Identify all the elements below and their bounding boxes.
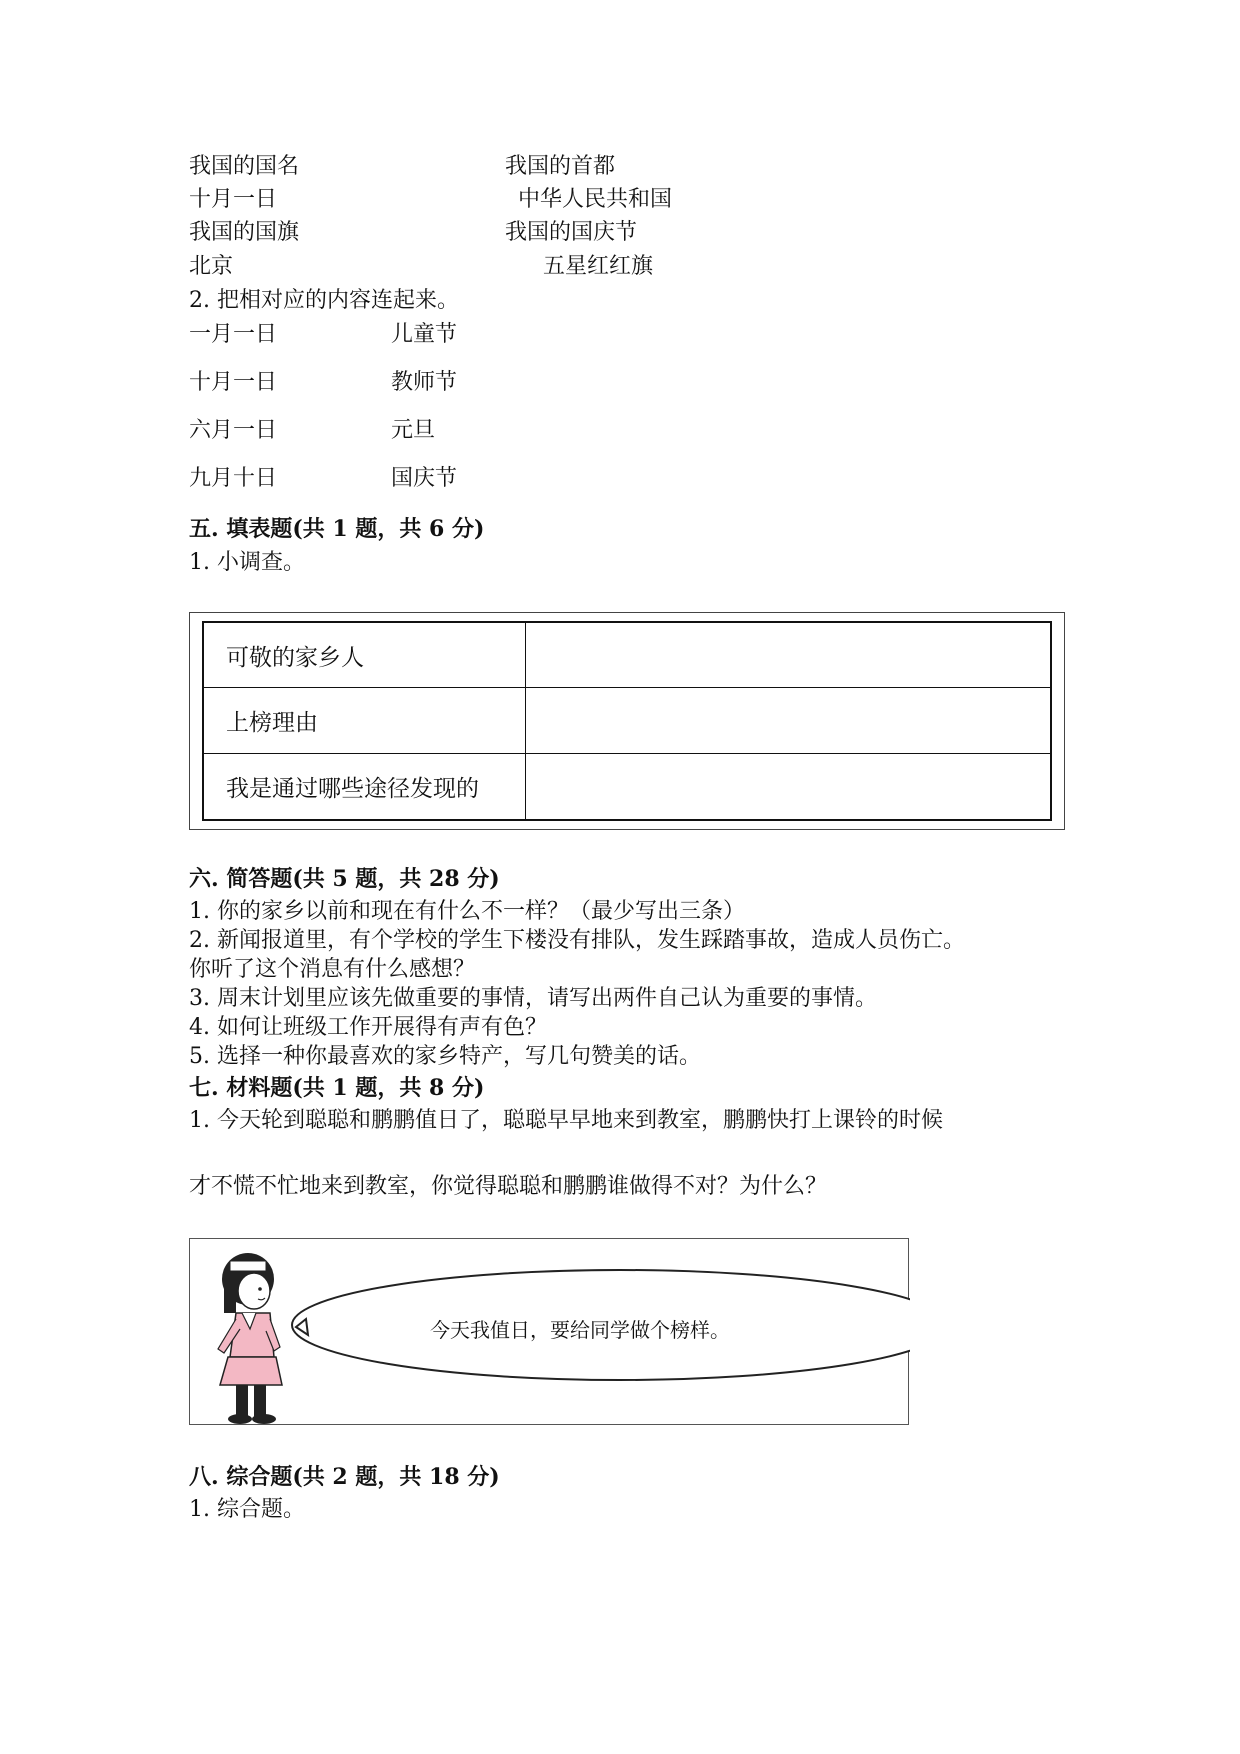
section8-question-1: 1. 综合题。: [189, 1497, 305, 1522]
section7-question-line-1: 1. 今天轮到聪聪和鹏鹏值日了，聪聪早早地来到教室，鹏鹏快打上课铃的时候: [189, 1108, 943, 1133]
match2-right-3: 元旦: [391, 418, 436, 443]
match2-left-1: 一月一日: [189, 322, 278, 347]
section6-question-2: 2. 新闻报道里，有个学校的学生下楼没有排队，发生踩踏事故，造成人员伤亡。: [189, 928, 965, 953]
match1-left-4: 北京: [189, 254, 234, 279]
section6-question-5: 5. 选择一种你最喜欢的家乡特产，写几句赞美的话。: [189, 1044, 701, 1069]
match2-right-4: 国庆节: [391, 466, 458, 491]
section6-question-4: 4. 如何让班级工作开展得有声有色？: [189, 1015, 547, 1040]
match2-left-3: 六月一日: [189, 418, 278, 443]
survey-table: [189, 612, 1065, 830]
match2-left-4: 九月十日: [189, 466, 278, 491]
table-answer-cell-1[interactable]: [526, 623, 1050, 688]
section6-question-1: 1. 你的家乡以前和现在有什么不一样？（最少写出三条）: [189, 899, 745, 924]
section8-heading: 八. 综合题(共 2 题，共 18 分): [189, 1464, 500, 1490]
section7-question-line-2: 才不慌不忙地来到教室，你觉得聪聪和鹏鹏谁做得不对？为什么？: [189, 1174, 828, 1199]
table-row-label-2: 上榜理由: [204, 688, 526, 753]
match1-right-4: 五星红红旗: [543, 254, 654, 279]
section5-question-1: 1. 小调查。: [189, 550, 305, 575]
section6-question-3: 3. 周末计划里应该先做重要的事情，请写出两件自己认为重要的事情。: [189, 986, 877, 1011]
table-row-label-3: 我是通过哪些途径发现的: [204, 754, 526, 819]
match2-title: 2. 把相对应的内容连起来。: [189, 288, 459, 313]
match1-left-2: 十月一日: [189, 187, 278, 212]
section5-heading: 五. 填表题(共 1 题，共 6 分): [189, 516, 485, 542]
section7-heading: 七. 材料题(共 1 题，共 8 分): [189, 1075, 485, 1101]
section6-heading: 六. 简答题(共 5 题，共 28 分): [189, 866, 500, 892]
table-row-label-1: 可敬的家乡人: [204, 623, 526, 688]
match1-right-3: 我国的国庆节: [505, 220, 638, 245]
match2-left-2: 十月一日: [189, 370, 278, 395]
illustration-box: [189, 1238, 909, 1425]
match2-right-1: 儿童节: [391, 322, 458, 347]
match1-left-3: 我国的国旗: [189, 220, 300, 245]
section6-question-2-cont: 你听了这个消息有什么感想？: [189, 957, 476, 982]
table-answer-cell-3[interactable]: [526, 754, 1050, 819]
match2-right-2: 教师节: [391, 370, 458, 395]
speech-bubble-text: 今天我值日，要给同学做个榜样。: [430, 1318, 730, 1342]
table-answer-cell-2[interactable]: [526, 688, 1050, 753]
match1-right-2: 中华人民共和国: [518, 187, 673, 212]
match1-left-1: 我国的国名: [189, 154, 300, 179]
match1-right-1: 我国的首都: [505, 154, 616, 179]
